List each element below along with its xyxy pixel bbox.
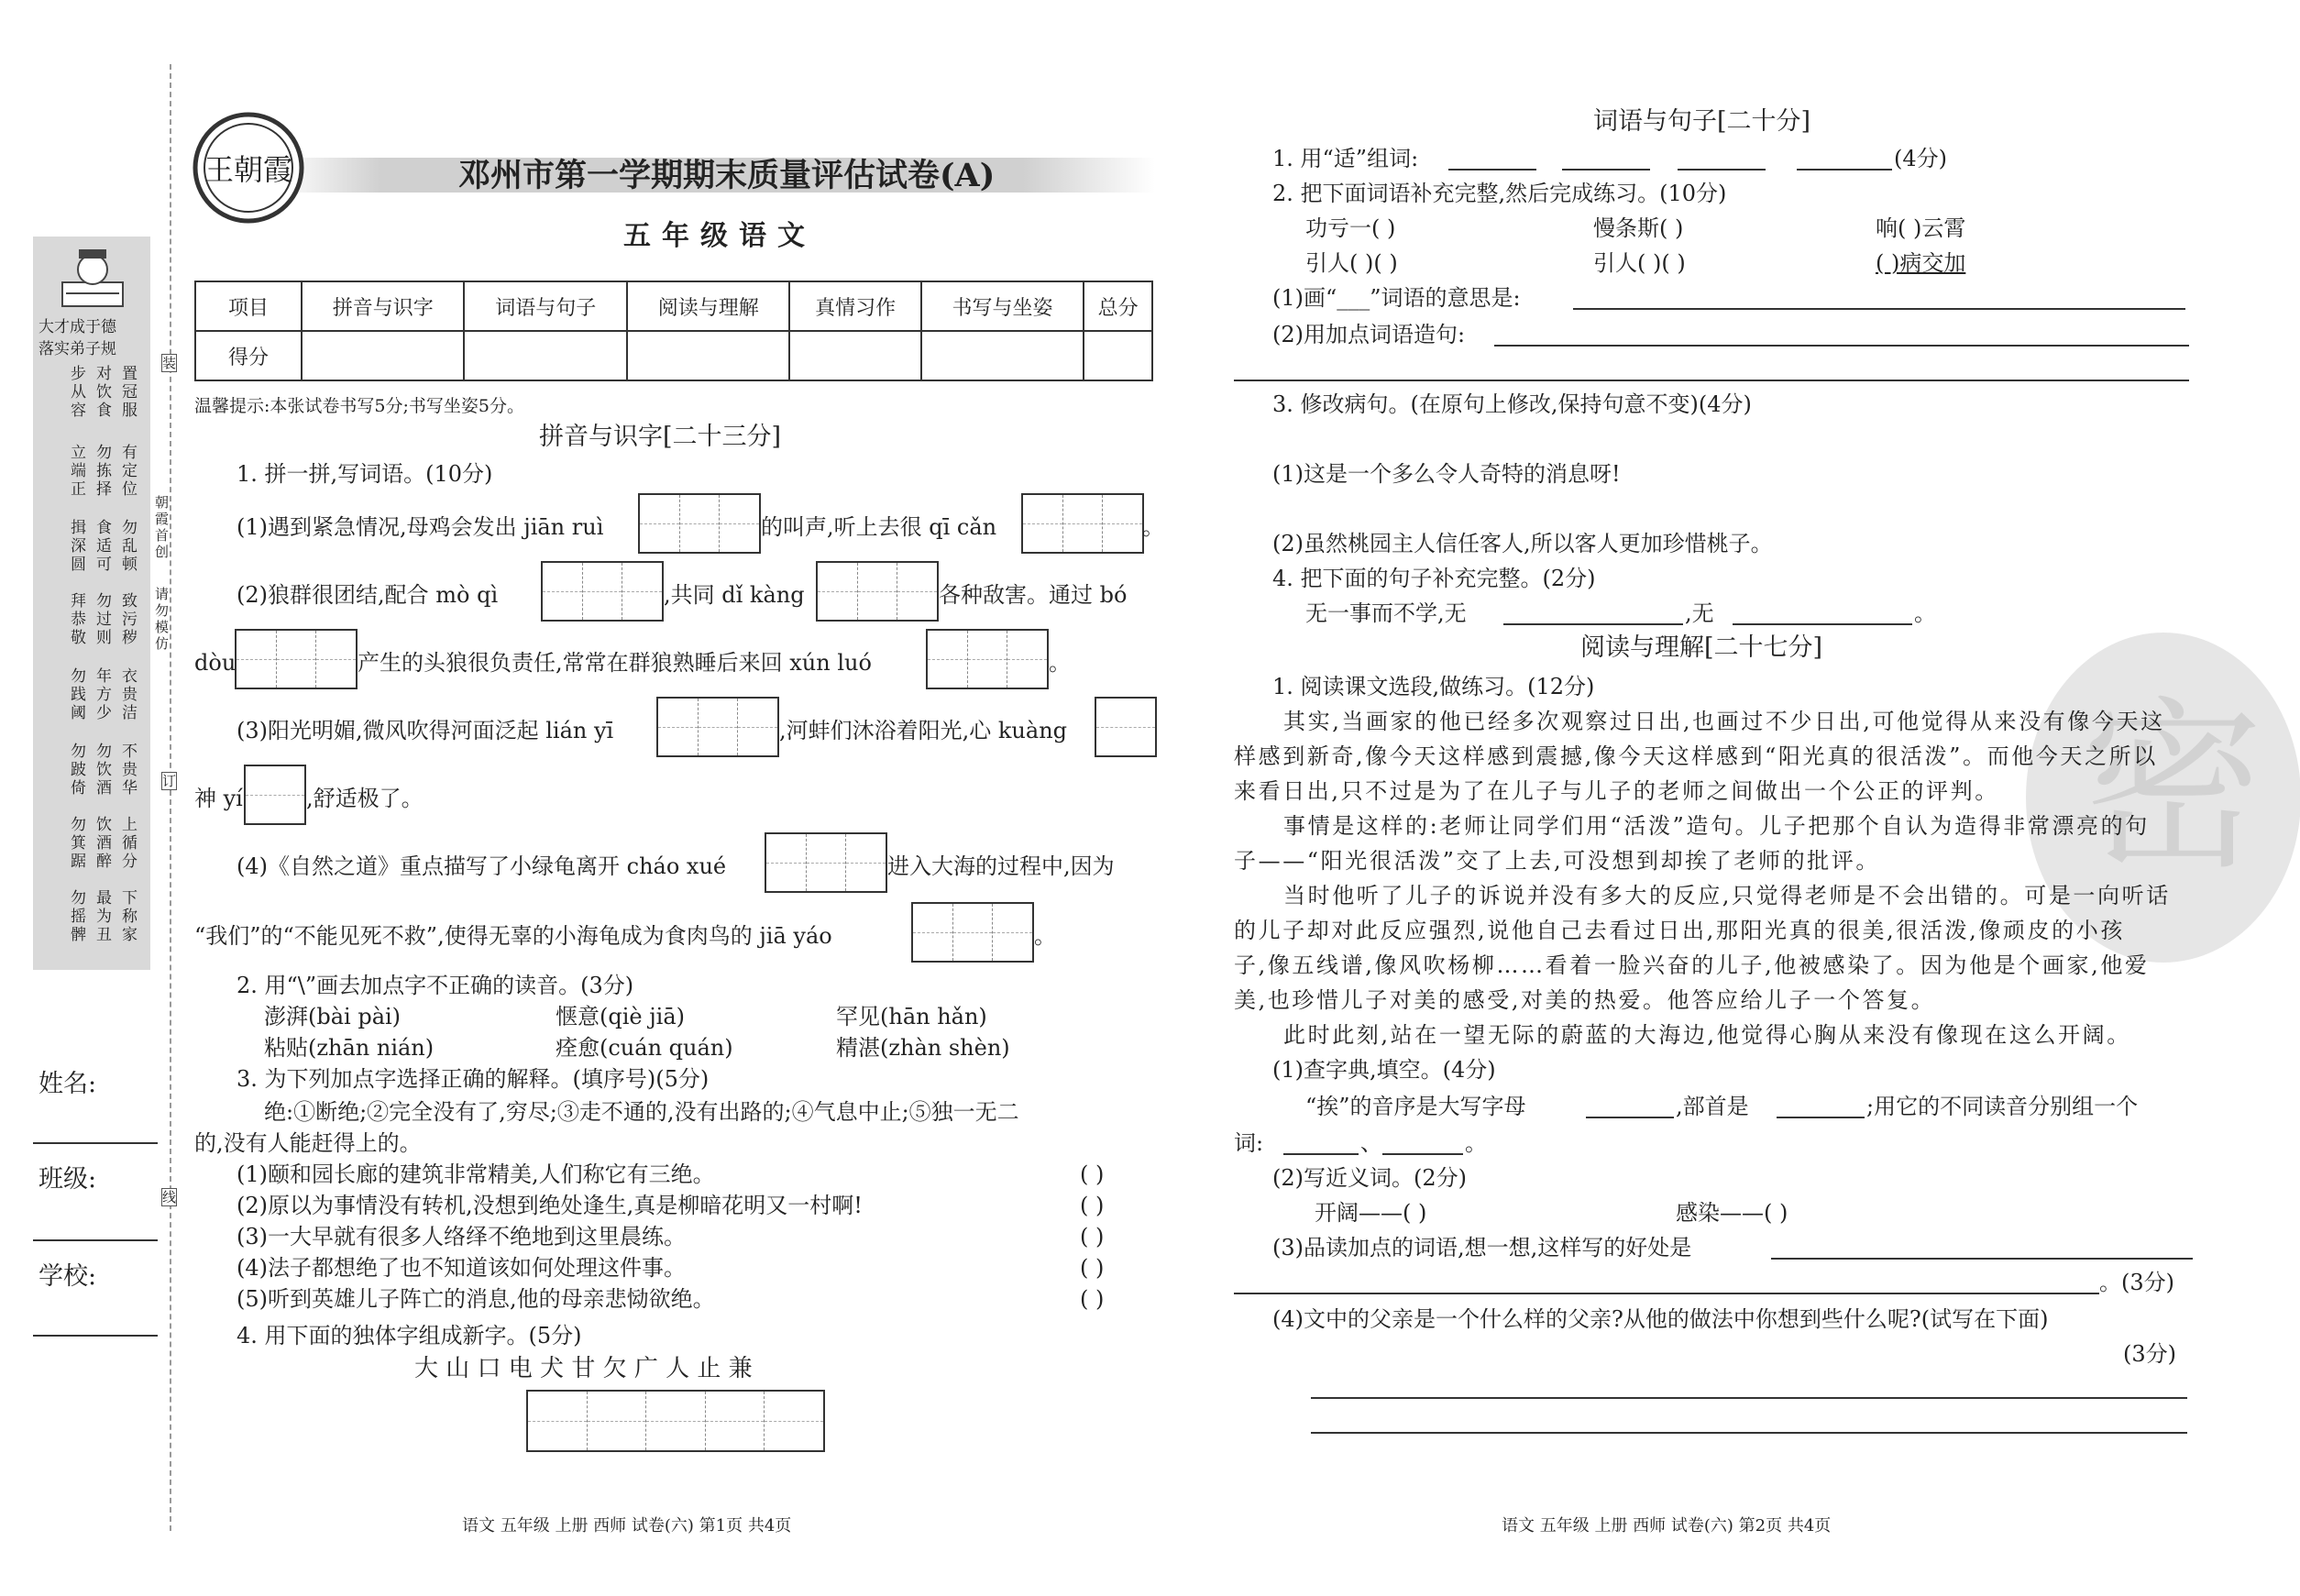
score-table [194,281,1153,381]
pinyin-choice[interactable]: 罕见(hān hǎn) [836,1004,987,1029]
passage-line: 其实,当画家的他已经多次观察过日出,也画过不少日出,可他觉得从来没有像今天这 [1283,709,2165,734]
answer-line[interactable] [1733,623,1912,625]
scholar-icon [53,246,132,310]
pinyin-choice[interactable]: 澎湃(bài pài) [264,1004,402,1029]
question-text: (4)《自然之道》重点描写了小绿龟离开 cháo xué [237,853,727,879]
rule-col: 有定位 [118,444,137,499]
sub-question: (2)用加点词语造句: [1272,322,1466,347]
score-cell[interactable] [1084,331,1152,380]
sentence: (2)虽然桃园主人信任客人,所以客人更加珍惜桃子。 [1272,531,1773,556]
sub-question-text: ,部首是 [1676,1094,1749,1119]
rule-col: 致污秽 [118,592,137,647]
question-text: dòu [194,650,237,676]
rule-col: 勿乱顿 [118,519,137,574]
passage-line: 当时他听了儿子的诉说并没有多大的反应,只觉得老师是不会出错的。可是一向听话 [1283,883,2171,908]
synonym-blank[interactable]: 开阔——( ) [1315,1200,1427,1226]
score-cell[interactable] [302,331,464,380]
passage-line: 子——“阳光很活泼”交了上去,可没想到却挨了老师的批评。 [1234,848,1880,874]
idiom-blank[interactable]: 慢条斯( ) [1593,215,1684,241]
answer-line[interactable] [1586,1117,1674,1118]
passage-line: 的儿子却对此反应强烈,说他自己去看过日出,那阳光真的很美,很活泼,像顽皮的小孩 [1234,918,2125,943]
answer-grid[interactable] [911,902,1034,963]
school-field[interactable] [33,1335,158,1337]
score-note: (4分) [1894,146,1947,171]
seal-mark: 订 [162,773,177,789]
question-text: ,河蚌们沐浴着阳光,心 kuàng [779,718,1068,743]
score-note: 。(3分) [2099,1270,2174,1295]
exam-title: 邓州市第一学期期末质量评估试卷(A) [458,157,996,194]
section-title: 词语与句子[二十分] [1593,107,1811,136]
rule-col: 勿箕踞 [67,816,85,871]
rule-col: 下称家 [118,889,137,944]
question: 3. 修改病句。(在原句上修改,保持句意不变)(4分) [1272,391,1752,417]
answer-line[interactable] [1382,1153,1463,1155]
section-title: 阅读与理解[二十七分] [1580,633,1823,662]
answer-paren[interactable]: ( ) [1080,1255,1105,1281]
question-text: ,舒适极了。 [306,786,424,811]
answer-grid[interactable] [656,697,779,757]
logo-text: 王朝霞 [204,152,293,187]
sub-question-text: “挨”的音序是大写字母 [1305,1094,1526,1119]
idiom-blank[interactable]: 引人( )( ) [1593,250,1686,276]
rule-col: 勿践阈 [67,667,85,722]
question: 3. 为下列加点字选择正确的解释。(填序号)(5分) [237,1066,710,1092]
sentence-part: ,无 [1685,600,1714,626]
answer-grid[interactable] [926,629,1049,689]
passage-line: 来看日出,只不过是为了在儿子与儿子的老师之间做出一个公正的评判。 [1234,778,1999,804]
rule-col: 勿拣择 [93,444,111,499]
side-note: 朝霞首创 [153,495,170,561]
sub-question-text: 、 [1360,1130,1382,1156]
rule-col: 拜恭敬 [67,592,85,647]
question-text: 进入大海的过程中,因为 [887,853,1115,879]
name-field[interactable] [33,1142,158,1144]
sub-question: (1)查字典,填空。(4分) [1272,1057,1496,1083]
question: 4. 把下面的句子补充完整。(2分) [1272,566,1596,591]
score-cell[interactable] [464,331,626,380]
binding-line [170,64,171,1531]
sentence: (1)这是一个多么令人奇特的消息呀! [1272,461,1621,487]
rule-col: 饮酒醉 [93,816,111,871]
answer-line[interactable] [1573,308,2185,310]
sub-question: (2)写近义词。(2分) [1272,1165,1467,1191]
answer-line[interactable] [1311,1397,2187,1399]
watermark-text: 密 [2081,681,2265,895]
answer-grid[interactable] [541,561,664,622]
seal-mark: 装 [162,355,177,371]
rule-col: 立端正 [67,444,85,499]
score-header: 拼音与识字 [302,281,464,331]
rule-col: 揖深圆 [67,519,85,574]
definition: 绝:①断绝;②完全没有了,穷尽;③走不通的,没有出路的;④气息中止;⑤独一无二 [264,1099,1019,1125]
question: 1. 用“适”组词: [1272,146,1419,171]
name-label: 姓名: [39,1070,97,1098]
answer-line[interactable] [1311,1432,2187,1434]
question: 1. 阅读课文选段,做练习。(12分) [1272,674,1595,699]
score-note: (3分) [2123,1341,2176,1367]
question: 4. 用下面的独体字组成新字。(5分) [237,1323,582,1348]
answer-grid[interactable] [1021,493,1144,554]
question: 2. 用“\”画去加点字不正确的读音。(3分) [237,973,634,998]
sub-question: (1)画“___”词语的意思是: [1272,285,1521,311]
page-footer: 语文 五年级 上册 西师 试卷(六) 第1页 共4页 [462,1516,792,1535]
motto-bottom: 落实弟子规 [39,340,116,358]
logo [189,108,308,227]
question-text: ,共同 dǐ kàng [664,582,805,608]
rule-col: 步从容 [67,365,85,420]
period: 。 [1049,650,1071,676]
rule-col: 衣贵洁 [118,667,137,722]
period: 。 [1034,923,1056,949]
sub-question-text: ;用它的不同读音分别组一个 [1866,1094,2139,1119]
answer-paren[interactable]: ( ) [1080,1224,1105,1249]
answer-line[interactable] [1283,1153,1359,1155]
answer-line[interactable] [1494,345,2189,347]
idiom-blank[interactable]: 功亏一( ) [1305,215,1396,241]
score-cell[interactable] [789,331,920,380]
question: 1. 拼一拼,写词语。(10分) [237,461,493,487]
side-note: 请勿模仿 [153,587,170,653]
passage-line: 样感到新奇,像今天这样感到震撼,像今天这样感到“阳光真的很活泼”。而他今天之所以 [1234,743,2158,769]
pinyin-choice[interactable]: 痊愈(cuán quán) [556,1035,733,1061]
score-header: 项目 [195,281,302,331]
sentence: (2)原以为事情没有转机,没想到绝处逢生,真是柳暗花明又一村啊! [237,1193,863,1218]
question-text: (3)阳光明媚,微风吹得河面泛起 lián yī [237,718,614,743]
pinyin-choice[interactable]: 精湛(zhàn shèn) [836,1035,1010,1061]
idiom-blank[interactable]: ( )病交加 [1876,250,1966,276]
answer-line[interactable] [1503,623,1683,625]
motto-top: 大才成于德 [39,318,116,336]
answer-grid[interactable] [638,493,761,554]
answer-paren[interactable]: ( ) [1080,1161,1105,1187]
period: 。 [1142,514,1164,540]
pinyin-choice[interactable]: 粘贴(zhān nián) [264,1035,435,1061]
answer-line[interactable] [1562,169,1650,171]
answer-line[interactable] [1678,169,1766,171]
rule-col: 勿过则 [93,592,111,647]
question-text: (2)狼群很团结,配合 mò qì [237,582,499,608]
rule-col: 年方少 [93,667,111,722]
seal-mark: 线 [162,1189,177,1205]
sub-question-text: 。 [1465,1130,1487,1156]
school-label: 学校: [39,1262,97,1291]
sub-question-text: 词: [1234,1130,1264,1156]
score-cell[interactable] [921,331,1084,380]
tip: 温馨提示:本张试卷书写5分;书写坐姿5分。 [194,396,524,416]
score-header: 阅读与理解 [627,281,789,331]
answer-line[interactable] [1234,1293,2099,1294]
rule-col: 最为丑 [93,889,111,944]
synonym-blank[interactable]: 感染——( ) [1676,1200,1788,1226]
answer-line[interactable] [1234,380,2189,381]
score-header: 总分 [1084,281,1152,331]
answer-grid[interactable] [765,832,887,893]
answer-grid[interactable] [816,561,939,622]
passage-line: 子,像五线谱,像风吹杨柳……看着一脸兴奋的儿子,他被感染了。因为他是个画家,他爱 [1234,952,2150,978]
question-text: 神 yí [194,786,243,811]
answer-paren[interactable]: ( ) [1080,1286,1105,1312]
question-text: 产生的头狼很负责任,常常在群狼熟睡后来回 xún luó [358,650,872,676]
passage-line: 美,也珍惜儿子对美的感受,对美的热爱。他答应给儿子一个答复。 [1234,987,1936,1013]
answer-line[interactable] [1797,169,1892,171]
sentence: (1)颐和园长廊的建筑非常精美,人们称它有三绝。 [237,1161,715,1187]
question-text: 的叫声,听上去很 qī cǎn [761,514,997,540]
class-label: 班级: [39,1165,97,1194]
score-row-label: 得分 [195,331,302,380]
answer-line[interactable] [1771,1258,2193,1260]
answer-paren[interactable]: ( ) [1080,1193,1105,1218]
question: 2. 把下面词语补充完整,然后完成练习。(10分) [1272,181,1727,206]
character-list: 大 山 口 电 犬 甘 欠 广 人 止 兼 [414,1355,753,1382]
sentence: (4)法子都想绝了也不知道该如何处理这件事。 [237,1255,686,1281]
rule-col: 食适可 [93,519,111,574]
sentence-part: 无一事而不学,无 [1305,600,1467,626]
answer-line[interactable] [1448,169,1536,171]
answer-grid[interactable] [244,765,306,825]
question-text: “我们”的“不能见死不救”,使得无辜的小海龟成为食肉鸟的 jiā yáo [194,923,832,949]
answer-grid[interactable] [526,1390,825,1452]
passage-line: 事情是这样的:老师让同学们用“活泼”造句。儿子把那个自认为造得非常漂亮的句 [1283,813,2150,839]
score-header: 词语与句子 [464,281,626,331]
answer-grid[interactable] [1095,697,1157,757]
idiom-blank[interactable]: 引人( )( ) [1305,250,1398,276]
score-cell[interactable] [627,331,789,380]
rule-col: 对饮食 [93,365,111,420]
page-footer: 语文 五年级 上册 西师 试卷(六) 第2页 共4页 [1502,1516,1832,1535]
rule-col: 不贵华 [118,743,137,798]
rule-col: 勿饮酒 [93,743,111,798]
score-header: 书写与坐姿 [921,281,1084,331]
sentence: (3)一大早就有很多人络绎不绝地到这里晨练。 [237,1224,686,1249]
section-title: 拼音与识字[二十三分] [539,423,782,451]
rule-col: 置冠服 [118,365,137,420]
rule-col: 勿跛倚 [67,743,85,798]
passage-line: 此时此刻,站在一望无际的蔚蓝的大海边,他觉得心胸从来没有像现在这么开阔。 [1283,1022,2131,1048]
pinyin-choice[interactable]: 惬意(qiè jiā) [556,1004,686,1029]
rule-col: 勿摇髀 [67,889,85,944]
question-text: 各种敌害。通过 bó [939,582,1128,608]
sentence-part: 。 [1914,600,1936,626]
idiom-blank[interactable]: 响( )云霄 [1876,215,1966,241]
answer-line[interactable] [1777,1117,1865,1118]
question-text: (1)遇到紧急情况,母鸡会发出 jiān ruì [237,514,604,540]
definition: 的,没有人能赶得上的。 [194,1130,422,1156]
subject-title: 五年级语文 [623,220,816,252]
rule-col: 上循分 [118,816,137,871]
sub-question: (4)文中的父亲是一个什么样的父亲?从他的做法中你想到些什么呢?(试写在下面) [1272,1306,2049,1332]
answer-grid[interactable] [235,629,358,689]
watermark-seal [2026,633,2300,963]
sub-question: (3)品读加点的词语,想一想,这样写的好处是 [1272,1235,1692,1260]
sentence: (5)听到英雄儿子阵亡的消息,他的母亲悲恸欲绝。 [237,1286,715,1312]
score-header: 真情习作 [789,281,920,331]
class-field[interactable] [33,1239,158,1241]
